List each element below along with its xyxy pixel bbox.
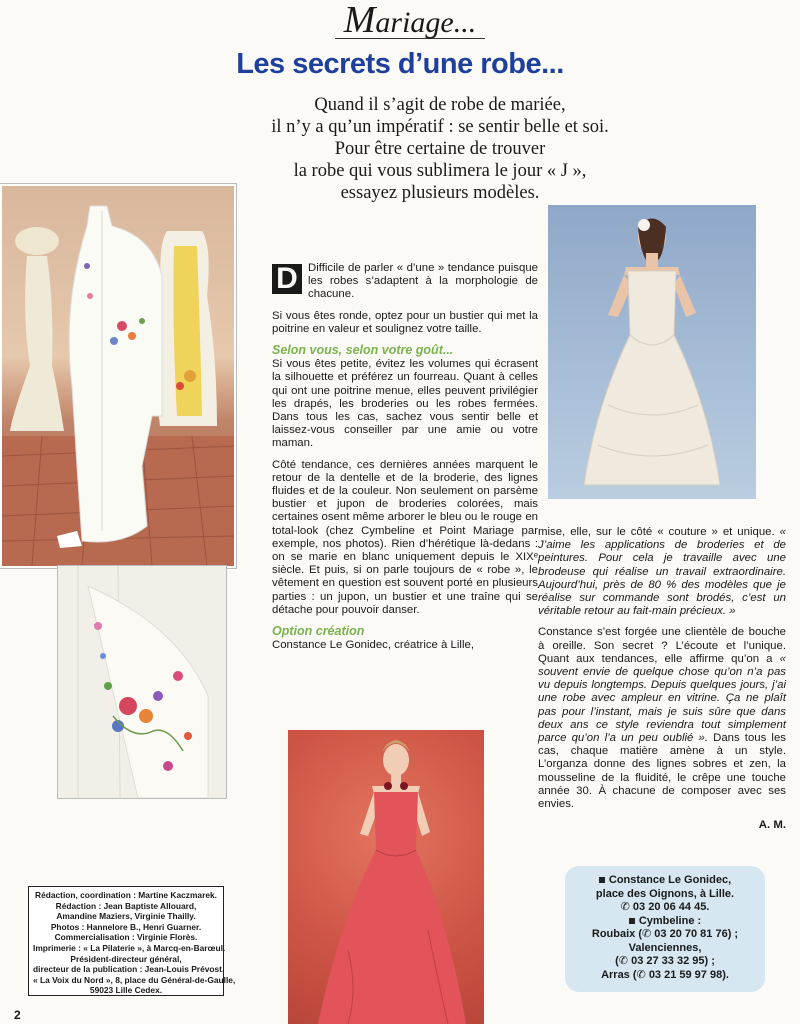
phone-number: 03 27 33 32 95) ; [631, 955, 715, 967]
phone-number: 03 20 06 44 45. [632, 901, 710, 913]
paragraph: Difficile de parler « d’une » tendance puisque les robes s’adaptent à la morphologie de chacune. [308, 262, 538, 301]
credit-line: Président-directeur général, [70, 953, 182, 964]
intro-line: il n’y a qu’un impératif : se sentir belle et soi. [271, 117, 609, 137]
intro-line: la robe qui vous sublimera le jour « J », [293, 161, 587, 181]
paragraph: Constance Le Gonidec, créatrice à Lille, [272, 639, 474, 652]
page-number: 2 [14, 1008, 21, 1022]
photo-dresses [0, 184, 236, 568]
section-title: Mariage... [335, 2, 485, 39]
credit-line: 59023 Lille Cedex. [89, 985, 163, 996]
phone-icon: ✆ [620, 901, 630, 913]
phone-number: 03 21 59 97 98). [648, 968, 729, 981]
phone-icon: ✆ [642, 928, 652, 940]
credits-box [28, 886, 236, 996]
photo-embroidery-detail [58, 566, 226, 798]
address-line: Cymbeline : [638, 914, 702, 927]
drop-cap: D [272, 264, 302, 294]
headline: Les secrets d’une robe... [236, 48, 564, 80]
phone-icon: ✆ [636, 968, 646, 981]
photo-bride-white-dress [548, 205, 756, 499]
credit-line: Rédaction, coordination : Martine Kaczmarek. [35, 890, 217, 900]
credit-line: Photos : Hannelore B., Henri Guarner. [50, 921, 202, 932]
intro-text [200, 94, 680, 204]
intro-line: essayez plusieurs modèles. [340, 183, 540, 203]
credit-line: directeur de la publication : Jean-Louis Prévost. [33, 964, 225, 975]
paragraph: Si vous êtes ronde, optez pour un bustier qui met la poitrine en valeur et soulignez votre taille. [272, 309, 538, 335]
subheading: Selon vous, selon votre goût... [272, 343, 454, 358]
credit-line: « La Voix du Nord », 8, place du Général-de-Gaulle, [33, 974, 236, 985]
address-line: Roubaix ( [591, 928, 643, 940]
paragraph: Constance s’est forgée une clientèle de bouche à oreille. Son secret ? L’écoute et l’unique. Quant aux tendances, elle affirme qu’on a [538, 626, 786, 665]
paragraph: Si vous êtes petite, évitez les volumes qui écrasent la silhouette et préférez un fourreau. Quant à celles qui ont une poitrine menue, elles peuvent privilégier les drapés, les broderies ou les robes fermées. Dans tous les cas, sachez vous sentir belle et laissez-vous conseiller par une amie ou votre maman. [272, 358, 538, 450]
bullet-icon [629, 918, 635, 924]
address-line: place des Oignons, à Lille. [595, 887, 735, 900]
address-line: ( [615, 955, 619, 967]
subheading: Option création [272, 624, 365, 639]
phone-number: 03 20 70 81 76) ; [654, 928, 739, 940]
author-signature: A. M. [758, 819, 786, 832]
address-box [565, 866, 765, 992]
address-line: Arras ( [601, 968, 637, 981]
intro-line: Pour être certaine de trouver [334, 139, 546, 159]
intro-line: Quand il s’agit de robe de mariée, [314, 95, 566, 115]
quote: « souvent envie de quelque chose qu’on n’a pas vu depuis longtemps. Depuis quelques jours, j’ai une robe avec ampleur en vitrine. Ça ne plaît pas pour l’instant, mais je suis sûre que dans deux ans ce style reviendra tout simplement parce qu’on l’a un peu oublié ». [538, 652, 786, 745]
phone-icon: ✆ [618, 955, 629, 967]
credit-line: Imprimerie : « La Pilaterie », à Marcq-en-Barœul. [33, 942, 226, 953]
credit-line: Rédaction : Jean Baptiste Allouard, [55, 900, 197, 911]
credit-line: Amandine Maziers, Virginie Thailly. [56, 911, 196, 922]
bullet-icon [599, 877, 605, 883]
credit-line: Commercialisation : Virginie Florès. [54, 932, 198, 943]
photo-bride-red-dress [288, 730, 484, 1024]
article-column-2 [538, 526, 786, 832]
paragraph: Côté tendance, ces dernières années marquent le retour de la dentelle et de la broderie, des lignes fluides et de la couleur. Non seulement on parsème bustier et jupon de broderies colorées, mais certaines osent même arborer le bleu ou le rouge en total-look (chez Cymbeline et Point Mariage par exemple, nos photos). Rien d’hérétique là-dedans : on se marie en blanc uniquement depuis le XIXᵉ siècle. Et puis, si on parle toujours de « robe », le vêtement en question est souvent porté en plusieurs parties : un jupon, un bustier et une traîne qui se détache pour pouvoir danser. [272, 458, 538, 616]
paragraph: Dans tous les cas, chaque matière amène à un style. L’organza donne des lignes sobres et zen, la mousseline de la fluidité, le crêpe une touche année 30. À chacune de composer avec ses envies. [538, 732, 786, 811]
paragraph: mise, elle, sur le côté « couture » et unique. [538, 526, 775, 538]
address-line: Constance Le Gonidec, [608, 874, 732, 886]
article-column-1 [272, 262, 538, 660]
address-line: Valenciennes, [628, 941, 702, 954]
quote: « J’aime les applications de broderies et de peintures. Pour cela je travaille avec une brodeuse qui réalise un travail extraordinaire. Aujourd’hui, près de 80 % des modèles que je réalise sur commande sont brodés, c’est un véritable retour au fait-main précieux. » [538, 526, 786, 618]
